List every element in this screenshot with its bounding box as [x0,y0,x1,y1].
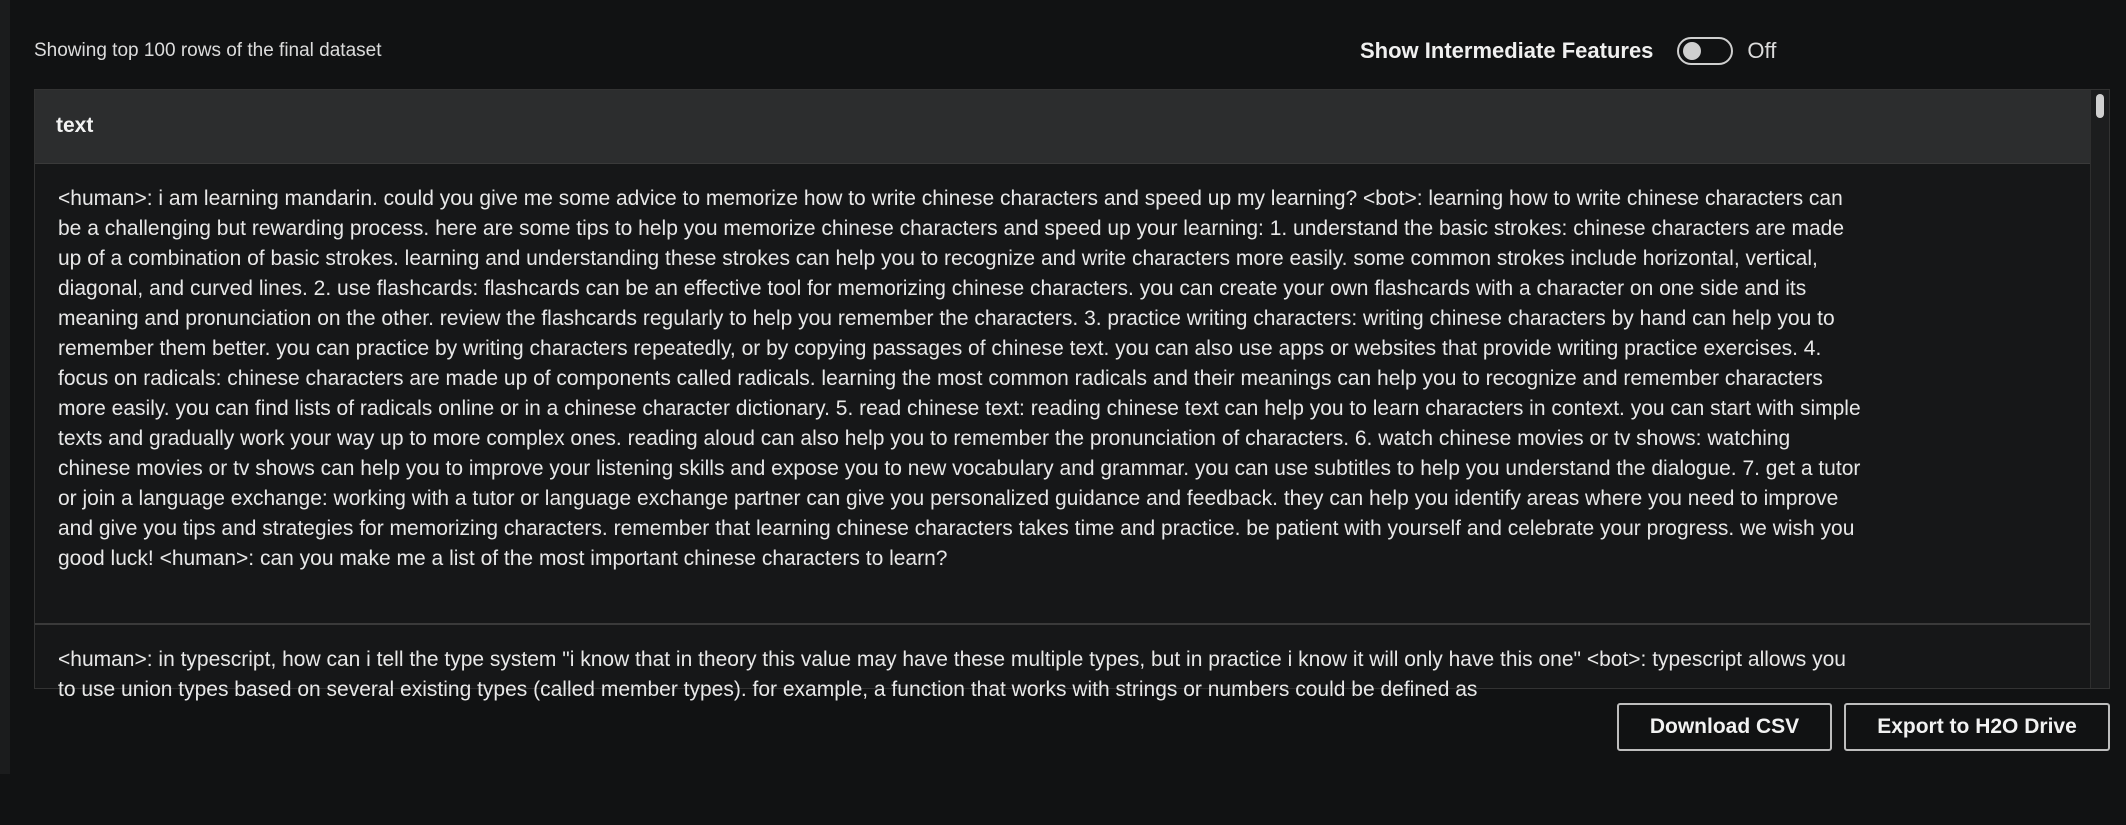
toggle-label: Show Intermediate Features [1360,38,1654,63]
dataset-caption: Showing top 100 rows of the final dataset [34,40,382,61]
download-csv-button[interactable]: Download CSV [1617,703,1832,751]
column-header-text[interactable]: text [56,114,94,137]
intermediate-features-toggle[interactable] [1677,37,1733,65]
intermediate-features-toggle-group [1360,34,1776,68]
table-body [35,164,2091,701]
table-scrollbar[interactable] [2090,90,2109,688]
table-row: <human>: in typescript, how can i tell the type system "i know that in theory this value may have these multiple types, but in practice i know it will only have this one" <bot>: typescript allows you to use union types based on several existing types (called member types). for example, a function that works with strings or numbers could be defined as [58,648,1846,701]
scrollbar-thumb[interactable] [2096,94,2104,118]
dataset-table [34,89,2110,701]
left-edge-strip [0,0,10,774]
export-h2o-drive-button[interactable]: Export to H2O Drive [1844,703,2110,751]
toggle-knob [1683,42,1701,60]
toggle-state-text: Off [1747,38,1777,63]
table-row: <human>: i am learning mandarin. could you give me some advice to memorize how to write chinese characters and speed up my learning? <bot>: learning how to write chinese characters can be a challenging but rewarding process. here are some tips to help you memorize chinese characters and speed up your learning: 1. understand the basic strokes: chinese characters are made up of a combination of basic strokes. learning and understanding these strokes can help you to recognize and write characters more easily. some common strokes include horizontal, vertical, diagonal, and curved lines. 2. use flashcards: flashcards can be an effective tool for memorizing chinese characters. you can create your own flashcards with a character on one side and its meaning and pronunciation on the other. review the flashcards regularly to help you remember the characters. 3. practice writing characters: writing chinese characters by hand can help you to remember them better. you can practice by writing characters repeatedly, or by copying passages of chinese text. you can also use apps or websites that provide writing practice exercises. 4. focus on radicals: chinese characters are made up of components called radicals. learning the most common radicals and their meanings can help you to recognize and remember characters more easily. you can find lists of radicals online or in a chinese character dictionary. 5. read chinese text: reading chinese text can help you to learn characters in context. you can start with simple texts and gradually work your way up to more complex ones. reading aloud can also help you to remember the pronunciation of characters. 6. watch chinese movies or tv shows: watching chinese movies or tv shows can help you to improve your listening skills and expose you to new vocabulary and grammar. you can use subtitles to help you understand the dialogue. 7. get a tutor or join a language exchange: working with a tutor or language exchange partner can give you personalized guidance and feedback. they can help you identify areas where you need to improve and give you tips and strategies for memorizing characters. remember that learning chinese characters takes time and practice. be patient with yourself and celebrate your progress. we wish you good luck! <human>: can you make me a list of the most important chinese characters to learn? [35,164,2091,625]
table-header [35,90,2091,164]
